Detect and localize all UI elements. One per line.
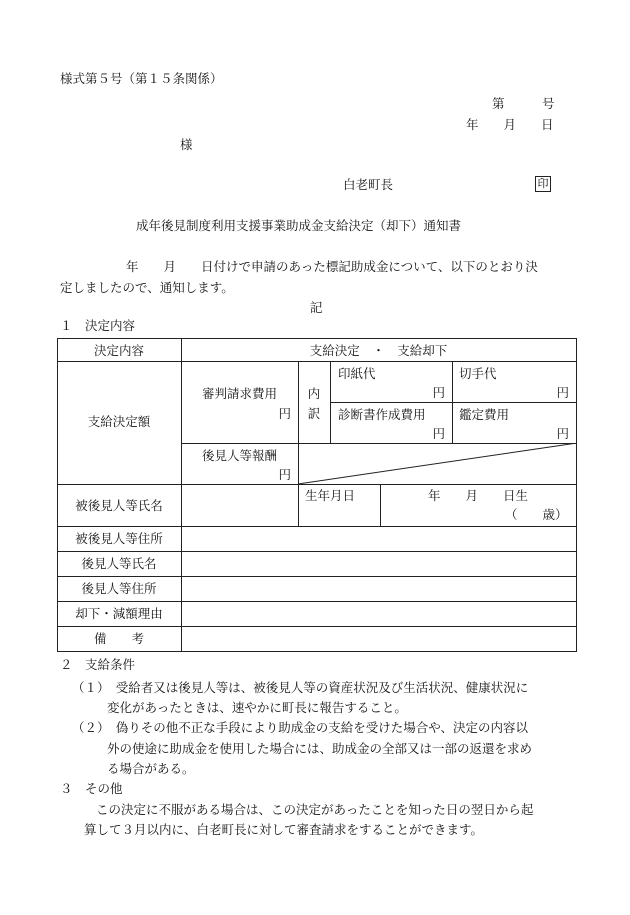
ki-label: 記 <box>310 300 323 315</box>
document-title: 成年後見制度利用支援事業助成金支給決定（却下）通知書 <box>136 218 462 233</box>
issue-date: 年 月 日 <box>466 117 554 132</box>
appeal-line-1: この決定に不服がある場合は、この決定があったことを知った日の翌日から起 <box>96 802 534 817</box>
guardian-reward-yen: 円 <box>278 467 291 482</box>
ward-name-label: 被後見人等氏名 <box>75 498 163 513</box>
appraisal-fee-label: 鑑定費用 <box>459 407 510 422</box>
condition-2-line-3: る場合がある。 <box>107 761 195 776</box>
appeal-line-2: 算して３月以内に、白老町長に対して審査請求をすることができます。 <box>84 822 484 837</box>
birthdate-value: 年 月 日生 <box>428 488 529 503</box>
postage-fee-label: 切手代 <box>459 366 497 381</box>
section2-heading: ２ 支給条件 <box>60 657 136 672</box>
section3-heading: ３ その他 <box>60 781 123 796</box>
medical-fee-label: 診断書作成費用 <box>338 407 426 422</box>
birthdate-label: 生年月日 <box>305 488 356 503</box>
postage-fee-yen: 円 <box>556 385 569 400</box>
decision-value: 支給決定 ・ 支給却下 <box>309 343 448 358</box>
appraisal-fee-yen: 円 <box>556 426 569 441</box>
condition-1-line-1: （１） 受給者又は後見人等は、被後見人等の資産状況及び生活状況、健康状況に <box>72 680 529 695</box>
stamp-fee-label: 印紙代 <box>338 366 376 381</box>
diagonal-strike <box>298 443 578 485</box>
condition-2-line-1: （２） 偽りその他不正な手段により助成金の支給を受けた場合や、決定の内容以 <box>72 720 529 735</box>
guardian-address-label: 後見人等住所 <box>81 581 157 596</box>
breakdown-char-2: 訳 <box>307 406 321 421</box>
ward-address-label: 被後見人等住所 <box>75 531 163 546</box>
guardian-reward-label: 後見人等報酬 <box>201 448 277 463</box>
recipient-honorific: 様 <box>180 137 193 152</box>
trial-fee-label: 審判請求費用 <box>201 386 277 401</box>
decision-label: 決定内容 <box>93 343 144 358</box>
form-number: 様式第５号（第１５条関係） <box>60 71 223 86</box>
document-number: 第 号 <box>492 96 555 111</box>
condition-1-line-2: 変化があったときは、速やかに町長に報告すること。 <box>107 700 407 715</box>
medical-fee-yen: 円 <box>432 426 445 441</box>
intro-line-1: 年 月 日付けで申請のあった標記助成金について、以下のとおり決 <box>126 259 538 274</box>
breakdown-char-1: 内 <box>307 386 321 401</box>
remarks-label: 備 考 <box>93 631 144 646</box>
condition-2-line-2: 外の使途に助成金を使用した場合には、助成金の全部又は一部の返還を求め <box>107 741 533 756</box>
issuer: 白老町長 <box>343 177 394 192</box>
amount-label: 支給決定額 <box>87 414 151 429</box>
seal-mark: 印 <box>535 176 551 192</box>
intro-line-2: 定しましたので、通知します。 <box>60 280 234 295</box>
age-value: （ 歳） <box>505 507 568 522</box>
stamp-fee-yen: 円 <box>432 385 445 400</box>
guardian-name-label: 後見人等氏名 <box>81 556 157 571</box>
trial-fee-yen: 円 <box>278 406 291 421</box>
reject-reason-label: 却下・減額理由 <box>75 606 163 621</box>
section1-heading: １ 決定内容 <box>60 318 136 333</box>
